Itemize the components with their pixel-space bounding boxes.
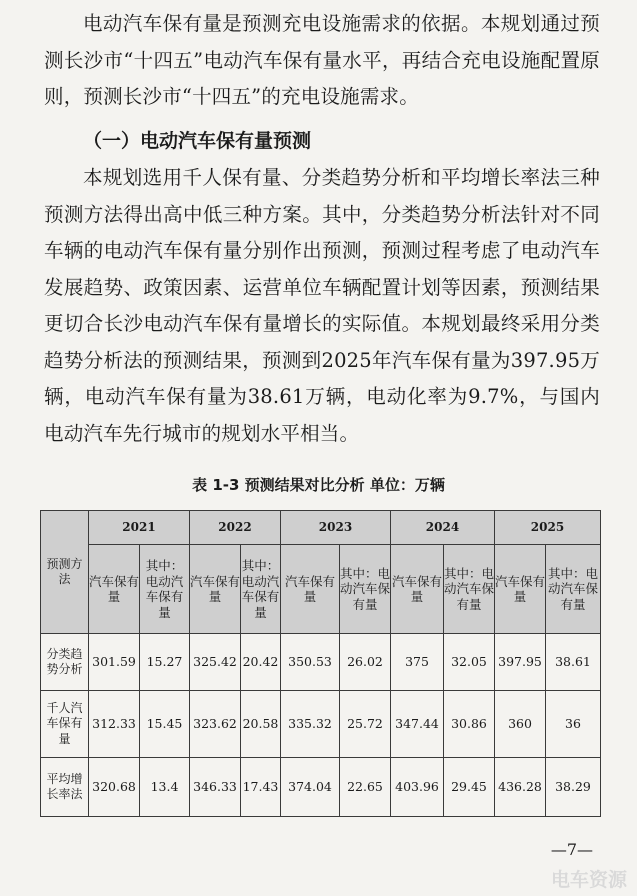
- year-header: 2025: [495, 511, 601, 545]
- table-cell: 32.05: [444, 634, 495, 691]
- subheader-row: [41, 545, 601, 634]
- vehicle-stock-header: 汽车保有量: [391, 545, 444, 634]
- section-heading: （一）电动汽车保有量预测: [83, 130, 312, 152]
- table-cell: 22.65: [340, 758, 391, 817]
- table-cell: 36: [546, 691, 601, 758]
- table-cell: 403.96: [391, 758, 444, 817]
- table-cell: 29.45: [444, 758, 495, 817]
- forecast-comparison-table: [40, 510, 601, 817]
- vehicle-stock-header: 汽车保有量: [495, 545, 546, 634]
- ev-stock-header: 其中：电动汽车保有量: [546, 545, 601, 634]
- body-paragraph: 本规划选用千人保有量、分类趋势分析和平均增长率法三种预测方法得出高中低三种方案。其中，分类趋势分析法针对不同车辆的电动汽车保有量分别作出预测，预测过程考虑了电动汽车发展趋势、政策因素、运营单位车辆配置计划等因素，预测结果更切合长沙电动汽车保有量增长的实际值。本规划最终采用分类趋势分析法的预测结果，预测到2025年汽车保有量为397.95万辆，电动汽车保有量为38.61万辆，电动化率为9.7%，与国内电动汽车先行城市的规划水平相当。: [44, 166, 600, 445]
- year-header: 2021: [89, 511, 190, 545]
- vehicle-stock-header: 汽车保有量: [89, 545, 140, 634]
- table-cell: 346.33: [190, 758, 241, 817]
- table-cell: 320.68: [89, 758, 140, 817]
- table-cell: 20.58: [241, 691, 281, 758]
- table-cell: 436.28: [495, 758, 546, 817]
- ev-stock-header: 其中：电动汽车保有量: [140, 545, 190, 634]
- table-cell: 350.53: [281, 634, 340, 691]
- table-cell: 325.42: [190, 634, 241, 691]
- table-cell: 301.59: [89, 634, 140, 691]
- table-cell: 360: [495, 691, 546, 758]
- ev-stock-header: 其中：电动汽车保有量: [241, 545, 281, 634]
- table-cell: 30.86: [444, 691, 495, 758]
- row-label: 千人汽车保有量: [41, 691, 89, 758]
- table-cell: 38.61: [546, 634, 601, 691]
- table-cell: 347.44: [391, 691, 444, 758]
- table-row: [41, 691, 601, 758]
- table-row: [41, 634, 601, 691]
- ev-stock-header: 其中：电动汽车保有量: [340, 545, 391, 634]
- row-label: 平均增长率法: [41, 758, 89, 817]
- year-header-row: [41, 511, 601, 545]
- row-label: 分类趋势分析: [41, 634, 89, 691]
- year-header: 2022: [190, 511, 281, 545]
- table-cell: 15.45: [140, 691, 190, 758]
- intro-paragraph: 电动汽车保有量是预测充电设施需求的依据。本规划通过预测长沙市“十四五”电动汽车保有量水平，再结合充电设施配置原则，预测长沙市“十四五”的充电设施需求。: [44, 12, 600, 108]
- table-cell: 13.4: [140, 758, 190, 817]
- table-cell: 38.29: [546, 758, 601, 817]
- watermark: 电车资源: [550, 869, 627, 891]
- table-row: [41, 758, 601, 817]
- method-header: 预测方法: [41, 511, 89, 634]
- vehicle-stock-header: 汽车保有量: [281, 545, 340, 634]
- table-cell: 397.95: [495, 634, 546, 691]
- table-cell: 312.33: [89, 691, 140, 758]
- table-cell: 25.72: [340, 691, 391, 758]
- table-cell: 15.27: [140, 634, 190, 691]
- table-cell: 374.04: [281, 758, 340, 817]
- table-cell: 375: [391, 634, 444, 691]
- year-header: 2024: [391, 511, 495, 545]
- ev-stock-header: 其中：电动汽车保有量: [444, 545, 495, 634]
- table-cell: 17.43: [241, 758, 281, 817]
- year-header: 2023: [281, 511, 391, 545]
- table-cell: 26.02: [340, 634, 391, 691]
- table-cell: 323.62: [190, 691, 241, 758]
- vehicle-stock-header: 汽车保有量: [190, 545, 241, 634]
- page-number: —7—: [550, 840, 593, 859]
- table-cell: 20.42: [241, 634, 281, 691]
- table-cell: 335.32: [281, 691, 340, 758]
- table-caption: 表 1-3 预测结果对比分析 单位：万辆: [192, 476, 445, 494]
